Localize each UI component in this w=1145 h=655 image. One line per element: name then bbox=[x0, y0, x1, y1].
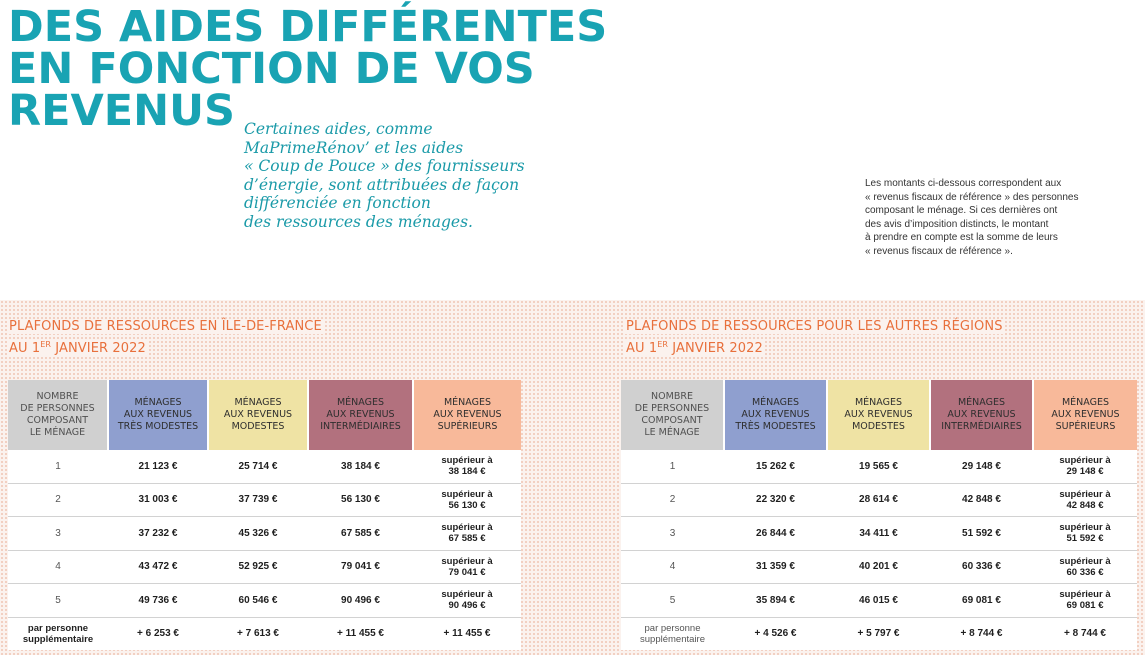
extra-person-label-cell bbox=[8, 617, 108, 650]
column-header-line: MÉNAGES bbox=[234, 397, 282, 408]
column-header bbox=[1033, 380, 1137, 450]
superior-prefix: supérieur à bbox=[1059, 555, 1111, 567]
column-header-line: MODESTES bbox=[852, 421, 905, 432]
extra-person-increment-cell: + 11 455 € bbox=[308, 617, 413, 650]
superior-value: 51 592 € bbox=[1066, 533, 1104, 545]
modest-ceiling-cell: 40 201 € bbox=[827, 550, 930, 584]
column-header bbox=[930, 380, 1033, 450]
household-size-cell: 3 bbox=[621, 517, 724, 551]
column-header bbox=[8, 380, 108, 450]
superior-threshold-cell bbox=[1033, 450, 1137, 483]
very-modest-ceiling-cell: 31 003 € bbox=[108, 483, 208, 517]
superior-threshold-cell bbox=[413, 584, 521, 618]
superior-prefix: supérieur à bbox=[1059, 488, 1111, 500]
page-title bbox=[8, 2, 608, 136]
page-title-line: DES AIDES DIFFÉRENTES bbox=[8, 2, 608, 52]
very-modest-ceiling-cell: 21 123 € bbox=[138, 460, 178, 472]
note-line: des avis d’imposition distincts, le montant bbox=[865, 218, 1049, 230]
modest-ceiling-cell: 45 326 € bbox=[208, 517, 308, 551]
table-row bbox=[621, 517, 1137, 551]
income-ceiling-table-autres-regions bbox=[621, 380, 1137, 650]
column-header-line: AUX REVENUS bbox=[1051, 409, 1120, 420]
panel-title-line: PLAFONDS DE RESSOURCES EN ÎLE-DE-FRANCE bbox=[9, 319, 322, 334]
very-modest-ceiling-cell: 37 232 € bbox=[108, 517, 208, 551]
superior-value: 69 081 € bbox=[1066, 600, 1104, 612]
column-header-line: MODESTES bbox=[231, 421, 285, 432]
extra-person-label-line: par personne bbox=[644, 622, 701, 634]
panel-title-au: AU 1 bbox=[9, 341, 41, 356]
intermediate-ceiling-cell: 51 592 € bbox=[930, 517, 1033, 551]
intro-line: « Coup de Pouce » des fournisseurs bbox=[244, 157, 525, 175]
table-row bbox=[8, 517, 521, 551]
table-row bbox=[8, 450, 521, 483]
table-row-extra-person bbox=[8, 617, 521, 650]
table-row bbox=[621, 550, 1137, 584]
intermediate-ceiling-cell: 56 130 € bbox=[308, 483, 413, 517]
column-header-line: LE MÉNAGE bbox=[29, 427, 86, 438]
reference-income-note bbox=[865, 177, 1145, 258]
modest-ceiling-cell: 19 565 € bbox=[859, 460, 898, 472]
income-ceiling-table-ile-de-france bbox=[8, 380, 521, 650]
column-header-line: TRÈS MODESTES bbox=[117, 421, 199, 432]
intro-paragraph bbox=[244, 120, 534, 231]
modest-ceiling-cell: 52 925 € bbox=[208, 550, 308, 584]
intro-line: différenciée en fonction bbox=[244, 194, 431, 212]
column-header-line: NOMBRE bbox=[651, 391, 693, 402]
column-header-line: DE PERSONNES bbox=[634, 403, 710, 414]
column-header-line: AUX REVENUS bbox=[433, 409, 502, 420]
modest-ceiling-cell: 34 411 € bbox=[827, 517, 930, 551]
very-modest-ceiling-cell: 22 320 € bbox=[724, 483, 827, 517]
superior-value: 67 585 € bbox=[448, 533, 486, 545]
column-header-line: TRÈS MODESTES bbox=[735, 421, 816, 432]
superior-prefix: supérieur à bbox=[441, 522, 493, 534]
table-row-extra-person bbox=[621, 617, 1137, 650]
column-header bbox=[208, 380, 308, 450]
column-header-line: SUPÉRIEURS bbox=[1055, 421, 1116, 432]
column-header-line: INTERMÉDIAIRES bbox=[941, 421, 1022, 432]
column-header-line: MÉNAGES bbox=[1061, 397, 1110, 408]
superior-value: 42 848 € bbox=[1066, 499, 1104, 511]
superior-value: 29 148 € bbox=[1066, 466, 1104, 478]
column-header-line: AUX REVENUS bbox=[223, 409, 293, 420]
note-line: à prendre en compte est la somme de leurs bbox=[865, 232, 1058, 243]
extra-person-increment-cell: + 7 613 € bbox=[208, 617, 308, 650]
column-header-line: AUX REVENUS bbox=[123, 409, 193, 420]
column-header-line: MÉNAGES bbox=[134, 397, 182, 408]
column-header bbox=[621, 380, 724, 450]
table-row bbox=[8, 550, 521, 584]
superior-prefix: supérieur à bbox=[1059, 589, 1111, 601]
column-header-line: COMPOSANT bbox=[26, 415, 89, 426]
extra-person-label-line: supplémentaire bbox=[22, 633, 94, 645]
panel-title-au: AU 1 bbox=[626, 341, 658, 356]
intro-line: des ressources des ménages. bbox=[244, 212, 473, 231]
panel-title-date: JANVIER 2022 bbox=[668, 341, 763, 356]
modest-ceiling-cell: 37 739 € bbox=[208, 483, 308, 517]
intermediate-ceiling-cell: 42 848 € bbox=[930, 483, 1033, 517]
superior-threshold-cell bbox=[1033, 584, 1137, 618]
column-header-line: MÉNAGES bbox=[854, 397, 903, 408]
panel-title-autres-regions bbox=[625, 318, 1004, 358]
extra-person-label-cell bbox=[621, 617, 724, 650]
column-header bbox=[308, 380, 413, 450]
header-row bbox=[621, 380, 1137, 450]
modest-ceiling-cell: 60 546 € bbox=[208, 584, 308, 618]
intermediate-ceiling-cell: 60 336 € bbox=[930, 550, 1033, 584]
page-title-line: EN FONCTION DE VOS bbox=[8, 44, 535, 94]
intermediate-ceiling-cell: 69 081 € bbox=[930, 584, 1033, 618]
column-header-line: DE PERSONNES bbox=[20, 403, 95, 414]
column-header-line: NOMBRE bbox=[36, 391, 79, 402]
superior-threshold-cell bbox=[1033, 483, 1137, 517]
superior-threshold-cell bbox=[413, 517, 521, 551]
panel-title-sup: ER bbox=[40, 340, 52, 349]
very-modest-ceiling-cell: 35 894 € bbox=[724, 584, 827, 618]
superior-prefix: supérieur à bbox=[441, 455, 493, 467]
extra-person-increment-cell: + 4 526 € bbox=[724, 617, 827, 650]
extra-person-increment-cell: + 8 744 € bbox=[1033, 617, 1137, 650]
household-size-cell: 5 bbox=[621, 584, 724, 618]
superior-threshold-cell bbox=[413, 450, 521, 483]
table-row bbox=[621, 584, 1137, 618]
intermediate-ceiling-cell: 79 041 € bbox=[308, 550, 413, 584]
note-line: « revenus fiscaux de référence » des personnes bbox=[865, 191, 1079, 203]
superior-value: 60 336 € bbox=[1066, 566, 1104, 578]
modest-ceiling-cell: 25 714 € bbox=[238, 460, 278, 472]
column-header bbox=[108, 380, 208, 450]
header-row bbox=[8, 380, 521, 450]
extra-person-label-line: supplémentaire bbox=[640, 633, 705, 645]
table-row bbox=[8, 483, 521, 517]
column-header-line: COMPOSANT bbox=[641, 415, 703, 426]
column-header-line: AUX REVENUS bbox=[741, 409, 810, 420]
column-header bbox=[827, 380, 930, 450]
column-header bbox=[413, 380, 521, 450]
household-size-cell: 1 bbox=[55, 460, 61, 472]
modest-ceiling-cell: 46 015 € bbox=[827, 584, 930, 618]
column-header bbox=[724, 380, 827, 450]
extra-person-increment-cell: + 11 455 € bbox=[413, 617, 521, 650]
note-line: « revenus fiscaux de référence ». bbox=[865, 245, 1013, 257]
very-modest-ceiling-cell: 26 844 € bbox=[724, 517, 827, 551]
table-row bbox=[621, 483, 1137, 517]
superior-value: 79 041 € bbox=[448, 566, 486, 578]
column-header-line: MÉNAGES bbox=[336, 397, 385, 408]
superior-threshold-cell bbox=[413, 483, 521, 517]
intro-line: Certaines aides, comme bbox=[244, 120, 433, 138]
note-line: Les montants ci-dessous correspondent aux bbox=[865, 178, 1062, 189]
household-size-cell: 5 bbox=[8, 584, 108, 618]
column-header-line: INTERMÉDIAIRES bbox=[320, 421, 401, 432]
household-size-cell: 2 bbox=[8, 483, 108, 517]
superior-threshold-cell bbox=[413, 550, 521, 584]
intro-line: MaPrimeRénov’ et les aides bbox=[244, 138, 464, 157]
panel-title-date: JANVIER 2022 bbox=[51, 341, 146, 356]
very-modest-ceiling-cell: 43 472 € bbox=[108, 550, 208, 584]
very-modest-ceiling-cell: 31 359 € bbox=[724, 550, 827, 584]
intermediate-ceiling-cell: 29 148 € bbox=[962, 460, 1001, 472]
household-size-cell: 2 bbox=[621, 483, 724, 517]
very-modest-ceiling-cell: 49 736 € bbox=[108, 584, 208, 618]
superior-threshold-cell bbox=[1033, 517, 1137, 551]
household-size-cell: 4 bbox=[621, 550, 724, 584]
superior-prefix: supérieur à bbox=[1059, 522, 1111, 534]
column-header-line: MÉNAGES bbox=[751, 397, 800, 408]
panel-title-sup: ER bbox=[657, 340, 669, 349]
intermediate-ceiling-cell: 67 585 € bbox=[308, 517, 413, 551]
very-modest-ceiling-cell: 15 262 € bbox=[756, 460, 795, 472]
extra-person-increment-cell: + 8 744 € bbox=[930, 617, 1033, 650]
household-size-cell: 1 bbox=[669, 460, 676, 472]
extra-person-label-line: par personne bbox=[27, 622, 89, 634]
column-header-line: MÉNAGES bbox=[443, 397, 492, 408]
intro-line: d’énergie, sont attribuées de façon bbox=[244, 175, 520, 194]
superior-prefix: supérieur à bbox=[441, 555, 493, 567]
superior-value: 90 496 € bbox=[448, 600, 486, 612]
superior-threshold-cell bbox=[1033, 550, 1137, 584]
panel-title-ile-de-france bbox=[8, 318, 323, 358]
page-title-line: REVENUS bbox=[8, 86, 236, 136]
superior-prefix: supérieur à bbox=[441, 589, 493, 601]
intermediate-ceiling-cell: 90 496 € bbox=[308, 584, 413, 618]
column-header-line: AUX REVENUS bbox=[947, 409, 1016, 420]
superior-value: 38 184 € bbox=[448, 466, 486, 478]
table-row bbox=[8, 584, 521, 618]
intermediate-ceiling-cell: 38 184 € bbox=[341, 460, 380, 472]
extra-person-increment-cell: + 5 797 € bbox=[827, 617, 930, 650]
column-header-line: MÉNAGES bbox=[957, 397, 1006, 408]
table-row bbox=[621, 450, 1137, 483]
household-size-cell: 3 bbox=[8, 517, 108, 551]
superior-prefix: supérieur à bbox=[441, 488, 493, 500]
extra-person-increment-cell: + 6 253 € bbox=[108, 617, 208, 650]
modest-ceiling-cell: 28 614 € bbox=[827, 483, 930, 517]
note-line: composant le ménage. Si ces dernières ont bbox=[865, 205, 1058, 216]
superior-value: 56 130 € bbox=[448, 499, 486, 511]
column-header-line: AUX REVENUS bbox=[326, 409, 395, 420]
panel-title-line: PLAFONDS DE RESSOURCES POUR LES AUTRES RÉGIONS bbox=[626, 319, 1003, 334]
column-header-line: AUX REVENUS bbox=[844, 409, 913, 420]
superior-prefix: supérieur à bbox=[1059, 455, 1111, 467]
column-header-line: LE MÉNAGE bbox=[644, 427, 700, 438]
household-size-cell: 4 bbox=[8, 550, 108, 584]
column-header-line: SUPÉRIEURS bbox=[437, 421, 498, 432]
